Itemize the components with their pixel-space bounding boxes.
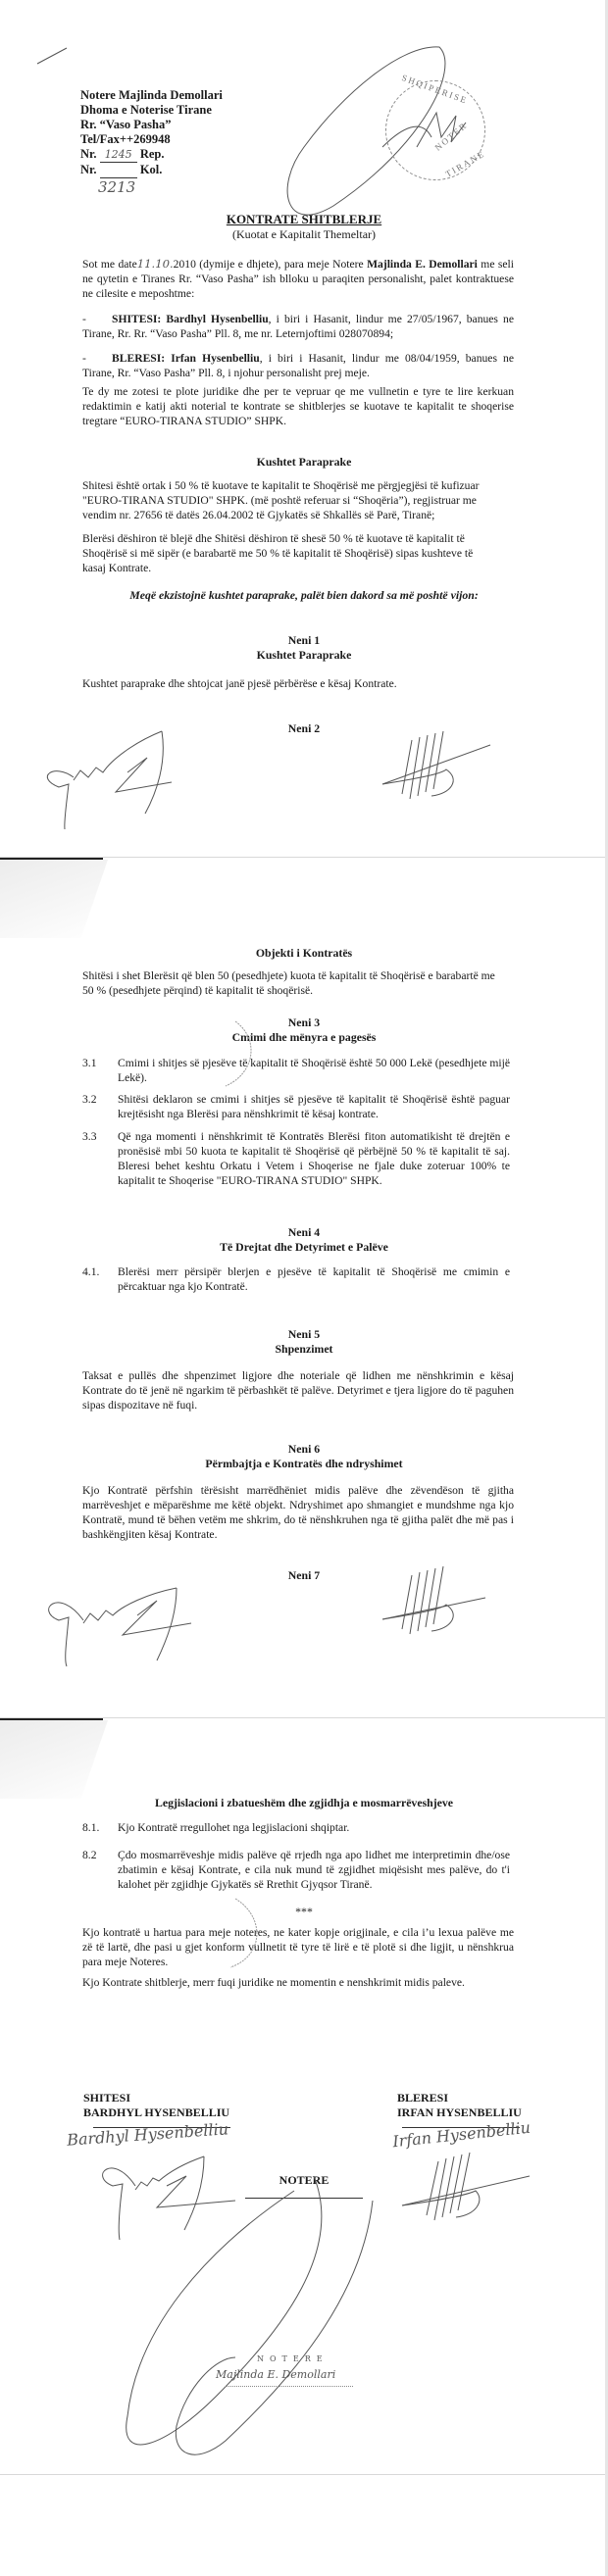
- preliminary-heading: Kushtet Paraprake: [256, 455, 352, 469]
- notary-name: Notere Majlinda Demollari: [80, 88, 223, 102]
- notary-bold-name: Majlinda E. Demollari: [367, 258, 478, 271]
- buyer-details: , i biri i Hasanit, lindur me 08/04/1959, banues ne Tirane, Rr. “Vaso Pasha” Pll. 8, i njohur personalisht prej meje.: [82, 352, 514, 379]
- rep-number-line: [80, 147, 164, 163]
- article-7-title: Legjislacioni i zbatueshëm dhe zgjidhja e mosmarrëveshjeve: [154, 1796, 454, 1809]
- article-5-title: Shpenzimet: [275, 1342, 333, 1356]
- rep-suffix: Rep.: [139, 147, 165, 161]
- article-1-number: Neni 1: [287, 633, 321, 647]
- article-6-title: Përmbajtja e Kontratës dhe ndryshimet: [205, 1457, 403, 1470]
- article-7-number: Neni 7: [287, 1568, 321, 1582]
- clause-number: 8.1.: [82, 1821, 100, 1834]
- article-6-text: Kjo Kontratë përfshin tërësisht marrëdhëniet midis palëve dhe zëvendëson të gjitha marrëveshjet e mëparëshme me këtë objekt. Ndryshimet apo shmangiet e mundshme nga kjo Kontratë, mund të bëhen vetëm me shkrim, do të nënshkruhen nga të gjitha palët dhe më pas i bashkëngjiten kësaj Kontrate.: [82, 1484, 514, 1541]
- rep-prefix: Nr.: [80, 147, 97, 161]
- stamp-scribble: [412, 108, 471, 157]
- article-2-number: Neni 2: [287, 721, 321, 735]
- notary-telfax: Tel/Fax++269948: [80, 132, 171, 146]
- notary-stamp-underline: [226, 2386, 353, 2387]
- clause-number: 3.1: [82, 1057, 97, 1069]
- buyer-name-label: IRFAN HYSENBELLIU: [397, 2105, 522, 2119]
- buyer-role: BLERESI: Irfan Hysenbelliu: [112, 352, 260, 365]
- notary-stamp-title: NOTERE: [257, 2354, 329, 2363]
- seller-handwritten-name: Bardhyl Hysenbelliu: [66, 2119, 229, 2150]
- notary-signature-final: [118, 2171, 373, 2460]
- buyer-signature-page1: [373, 725, 500, 804]
- article-1-title: Kushtet Paraprake: [256, 648, 352, 662]
- seller-details: , i biri i Hasanit, lindur me 27/05/1967, banues ne Tirane, Rr. Rr. “Vaso Pasha” Pll. 8, me nr. Leternjoftimi 028070894;: [82, 313, 514, 340]
- clause-text: Çdo mosmarrëveshje midis palëve që rrjedh nga apo lidhet me interpretimin dhe/ose zbatimin e kësaj Kontrate, e cila nuk mund të zgjidhet miqësisht mes palëve, do t'i kalohet për zgjidhje Gjykatës së Rrethit Gjyqsor Tiranë.: [118, 1849, 510, 1891]
- stamp-text: TIRANE: [443, 148, 487, 179]
- article-4-number: Neni 4: [287, 1225, 321, 1239]
- clause-number: 4.1.: [82, 1265, 100, 1278]
- article-5-text: Taksat e pullës dhe shpenzimet ligjore dhe noteriale që lidhen me nënshkrimin e kësaj Kontrate do të jenë në ngarkim të përbashkët të palëve. Detyrimet e tjera ligjore do të paguhen sipas dispozitave në fuqi.: [82, 1369, 514, 1412]
- closing-separator: ***: [295, 1905, 313, 1918]
- closing-paragraph-1: Kjo kontratë u hartua para meje noteres, ne kater kopje origjinale, e cila i’u lexua palëve me zë të lartë, dhe pasi u gjet konform vullnetit të tyre të lirë e të plotë si dhe ligjit, u nënshkrua para meje Noteres.: [82, 1926, 514, 1968]
- page-fold-edge: [0, 1718, 103, 1720]
- stamp-text: SHQIPERISE: [400, 73, 470, 106]
- buyer-signature-page2: [373, 1560, 500, 1639]
- seller-role: SHITESI: Bardhyl Hysenbelliu: [112, 313, 269, 325]
- page-end: [0, 2474, 608, 2475]
- buyer-role-label: BLERESI: [397, 2091, 449, 2105]
- stamp-partial-mid: [216, 1019, 265, 1088]
- seller-name-label: BARDHYL HYSENBELLIU: [83, 2105, 230, 2119]
- seller-role-label: SHITESI: [83, 2091, 131, 2105]
- notary-stamp-name: Majlinda E. Demollari: [216, 2368, 336, 2381]
- page-fold-corner: [0, 860, 108, 938]
- corner-mark: [35, 44, 75, 69]
- page-fold-corner: [0, 1720, 108, 1799]
- article-2-title: Objekti i Kontratës: [255, 946, 353, 960]
- closing-paragraph-2: Kjo Kontrate shitblerje, merr fuqi juridike ne momentin e nenshkrimit midis paleve.: [82, 1976, 465, 1989]
- document-subtitle: (Kuotat e Kapitalit Themeltar): [231, 227, 377, 241]
- date-rest: 2010 (dymije e dhjete), para meje Notere: [173, 258, 368, 271]
- party-dash: -: [82, 313, 86, 325]
- article-4-title: Të Drejtat dhe Detyrimet e Palëve: [220, 1240, 388, 1254]
- clause-number: 8.2: [82, 1849, 97, 1861]
- preliminary-p2: Blerësi dëshiron të blejë dhe Shitësi dëshiron të shesë 50 % të kuotave të kapitalit të Shoqërisë si më sipër (e barabartë me 50 % të kapitalit të Shoqërisë) sipas kushteve të kasaj Kontrate.: [82, 532, 474, 574]
- clause-number: 3.3: [82, 1130, 97, 1143]
- date-handwritten: 11.10.: [136, 257, 174, 271]
- intro-line2: me seli ne qytetin e Tiranes Rr. “Vaso Pasha” ish blloku u paraqiten personalisht, palet kontraktuese ne cilesite e meposhtme:: [82, 258, 514, 300]
- party-dash: -: [82, 352, 86, 365]
- article-2-text: Shitësi i shet Blerësit që blen 50 (pesedhjete) kuota të kapitalit të Shoqërisë e barabartë me 50 % (pesedhjete përqind) të kapitalit të shoqërisë.: [82, 969, 495, 997]
- kol-suffix: Kol.: [139, 163, 163, 176]
- seller-signature-page1: [29, 723, 186, 831]
- clause-text: Që nga momenti i nënshkrimit të Kontratës Blerësi fiton automatikisht të drejtën e pronësisë mbi 50 kuota te kapitalit të Shoqërisë që përbëjnë 50 % të kapitalit të saj. Bleresi behet keshtu Orkatu i Vetem i Shoqerise ne fjale duke zoteruar 100% te kapitalit te Shoqerise "EURO-TIRANA STUDIO" SHPK.: [118, 1130, 510, 1187]
- article-3-number: Neni 3: [287, 1016, 321, 1029]
- document-title: KONTRATE SHITBLERJE: [226, 212, 382, 226]
- rep-number-handwritten: 1245: [100, 148, 137, 163]
- article-1-text: Kushtet paraprake dhe shtojcat janë pjesë përbërëse e kësaj Kontrate.: [82, 677, 397, 690]
- article-3-title: Cmimi dhe mënyra e pagesës: [231, 1030, 377, 1044]
- page-fold-edge: [0, 858, 103, 860]
- stamp-partial-bottom: [226, 1897, 275, 1970]
- agreement-statement: Meqë ekzistojnë kushtet paraprake, palët bien dakord sa më poshtë vijon:: [129, 588, 479, 602]
- capacity-paragraph: Te dy me zotesi te plote juridike dhe per te vepruar qe me vullnetin e tyre te lire kerkuan redaktimin e katij akti noterial te kontrate se shitblerjes se kuotave te kapitalit te shoqerise tregtare “EURO-TIRANA STUDIO” SHPK.: [82, 385, 514, 427]
- clause-text: Shitësi deklaron se cmimi i shitjes së pjesëve të kapitalit të Shoqërisë është paguar krejtësisht nga Blerësi para nënshkrimit të kësaj kontrate.: [118, 1093, 510, 1120]
- article-5-number: Neni 5: [287, 1327, 321, 1341]
- kol-prefix: Nr.: [80, 163, 97, 176]
- party-buyer: [82, 351, 514, 380]
- kol-number-handwritten: 3213: [98, 178, 136, 196]
- clause-text: Cmimi i shitjes së pjesëve të kapitalit të Shoqërisë është 50 000 Lekë (pesedhjete mijë Lekë).: [118, 1057, 510, 1084]
- notary-chamber: Dhoma e Noterise Tirane: [80, 103, 212, 117]
- date-prefix: Sot me date: [82, 258, 137, 271]
- notary-street: Rr. “Vaso Pasha”: [80, 118, 172, 131]
- intro-date-paragraph: [82, 257, 514, 301]
- preliminary-p1: Shitesi është ortak i 50 % të kuotave te kapitalit te Shoqërisë me përgjegjësi të kufizuar "EURO-TIRANA STUDIO" SHPK. (më poshtë referuar si “Shoqëria”), regjistruar me vendim nr. 27656 të datës 26.04.2002 të Gjykatës së Shkallës së Parë, Tiranë;: [82, 479, 480, 521]
- clause-text: Blerësi merr përsipër blerjen e pjesëve të kapitalit të Shoqërisë me cmimin e përcaktuar nga kjo Kontratë.: [118, 1265, 510, 1293]
- party-seller: [82, 312, 514, 341]
- clause-number: 3.2: [82, 1093, 97, 1106]
- kol-number-line: [80, 163, 162, 178]
- seller-signature-page2: [29, 1566, 186, 1669]
- clause-text: Kjo Kontratë rregullohet nga legjislacioni shqiptar.: [118, 1821, 350, 1834]
- notary-label: NOTERE: [279, 2173, 329, 2187]
- buyer-handwritten-name: Irfan Hysenbelliu: [391, 2117, 532, 2152]
- article-6-number: Neni 6: [287, 1442, 321, 1456]
- stamp-text: NOTER: [432, 120, 470, 153]
